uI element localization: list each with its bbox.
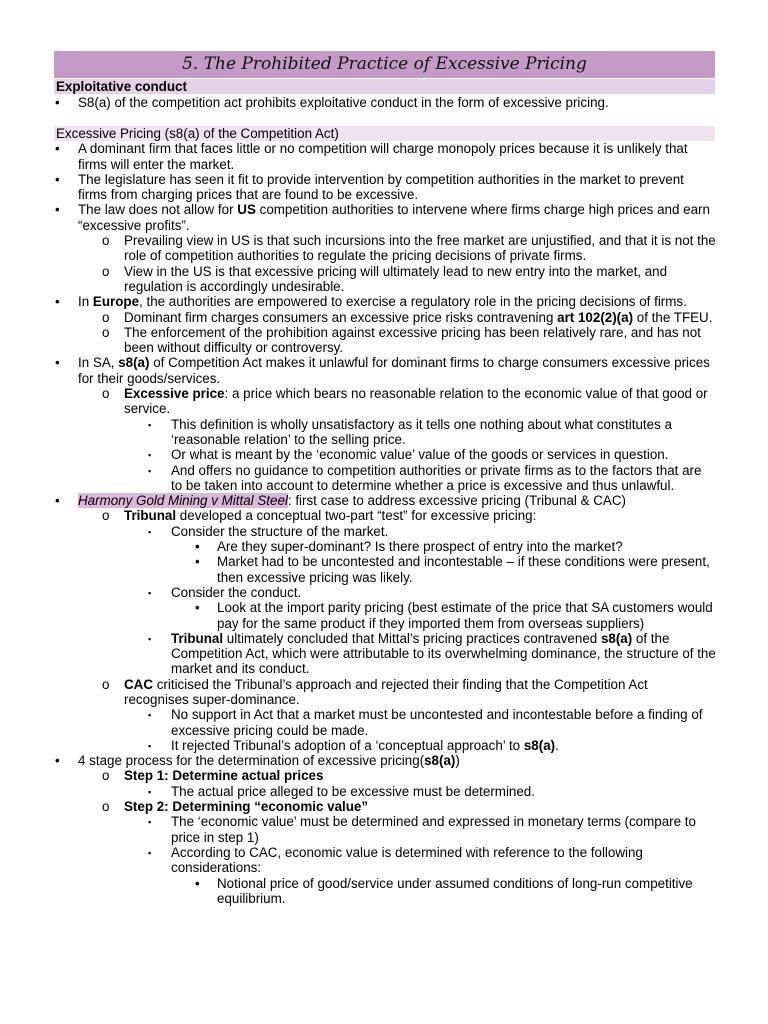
list-item: • The legislature has seen it fit to provide intervention by competition authorities in the market to prevent firms from charging prices that are found to be excessive. [55,171,684,203]
square-bullet-icon: ▪ [148,786,152,797]
list-item: ▪ It rejected Tribunal’s adoption of a ‘conceptual approach’ to s8(a). [148,737,559,753]
list-item: • In Europe, the authorities are empowered to exercise a regulatory role in the pricing decisions of firms. [55,294,687,310]
square-bullet-icon: ▪ [148,587,152,598]
list-item: ▪ And offers no guidance to competition authorities or private firms as to the factors that are to be taken into account to determine whether a price is excessive and thus unlawful. [148,462,702,493]
circle-bullet-icon: o [102,676,110,692]
list-item: • 4 stage process for the determination of excessive pricing(s8(a)) [55,753,460,769]
disc-bullet-icon: • [55,95,60,110]
disc-bullet-icon: • [55,202,60,218]
list-item: • Notional price of good/service under assumed conditions of long-run competitive equilibrium. [195,875,693,906]
disc-bullet-icon: • [55,141,60,157]
list-item: ▪ This definition is wholly unsatisfactory as it tells one nothing about what constitutes a ‘reasonable relation’ to the selling price. [148,416,672,447]
list-item: • Look at the import parity pricing (best estimate of the price that SA customers would pay for the same product if they imported them from overseas suppliers) [195,600,713,631]
circle-bullet-icon: o [102,508,110,524]
circle-bullet-icon: o [102,799,110,815]
square-bullet-icon: ▪ [148,465,152,476]
list-item: ▪ No support in Act that a market must be uncontested and incontestable before a finding of excessive pricing could be made. [148,707,703,738]
disc-bullet-icon: • [55,171,60,187]
disc-bullet-icon: • [55,493,60,509]
list-item: o Dominant firm charges consumers an excessive price risks contravening art 102(2)(a) of the TFEU. [102,309,713,325]
section-spacer [0,110,768,141]
list-item: o Step 2: Determining “economic value” [102,799,369,815]
circle-bullet-icon: o [102,263,110,279]
list-item: • The law does not allow for US competition authorities to intervene where firms charge high prices and earn “excessive profits”. [55,202,710,233]
disc-bullet-icon: • [55,753,60,769]
list-item: • Harmony Gold Mining v Mittal Steel: first case to address excessive pricing (Tribunal & CAC) [55,493,626,509]
list-item: ▪ The ‘economic value’ must be determined and expressed in monetary terms (compare to price in step 1) [148,814,696,845]
disc-bullet-icon: • [55,294,60,310]
list-item: ▪ Tribunal ultimately concluded that Mittal’s pricing practices contravened s8(a) of the Competition Act, which were attributable to its overwhelming dominance, the structure of the market and its conduct. [148,630,716,677]
list-item: • A dominant firm that faces little or no competition will charge monopoly prices because it is unlikely that firms will enter the market. [55,141,688,172]
disc-bullet-icon: • [195,554,200,570]
square-bullet-icon: ▪ [148,526,152,537]
square-bullet-icon: ▪ [148,419,152,430]
section-heading-excessive-pricing: Excessive Pricing (s8(a) of the Competition Act) [54,126,715,141]
square-bullet-icon: ▪ [148,817,152,828]
disc-bullet-icon: • [195,539,200,555]
list-item: ▪ According to CAC, economic value is determined with reference to the following considerations: [148,844,643,876]
list-item: ▪ Consider the structure of the market. [148,523,389,539]
list-item: o View in the US is that excessive pricing will ultimately lead to new entry into the market, and regulation is accordingly undesirable. [102,263,668,294]
square-bullet-icon: ▪ [148,710,152,721]
section-heading-exploitative-conduct: Exploitative conduct [54,79,715,94]
list-item: • In SA, s8(a) of Competition Act makes it unlawful for dominant firms to charge consumers excessive prices for their goods/services. [55,355,710,386]
circle-bullet-icon: o [102,768,110,784]
list-item: • Market had to be uncontested and incontestable – if these conditions were present, then excessive pricing was likely. [195,554,710,585]
list-item: • Are they super-dominant? Is there prospect of entry into the market? [195,539,623,555]
list-item: o CAC criticised the Tribunal’s approach and rejected their finding that the Competition Act recognises super-dominance. [102,676,648,707]
list-item: • S8(a) of the competition act prohibits exploitative conduct in the form of excessive pricing. [55,95,609,110]
square-bullet-icon: ▪ [148,633,152,644]
disc-bullet-icon: • [55,355,60,371]
disc-bullet-icon: • [195,600,200,616]
list-item: ▪ Or what is meant by the ‘economic value’ value of the goods or services in question. [148,447,669,463]
circle-bullet-icon: o [102,386,110,402]
square-bullet-icon: ▪ [148,740,152,751]
document-body [0,95,768,906]
highlighted-case-name: Harmony Gold Mining v Mittal Steel [78,493,288,509]
list-item: o Step 1: Determine actual prices [102,768,324,784]
disc-bullet-icon: • [195,875,200,891]
square-bullet-icon: ▪ [148,450,152,461]
list-item: o Prevailing view in US is that such incursions into the free market are unjustified, and that it is not the role of competition authorities to regulate the pricing decisions of private firms. [102,233,716,264]
square-bullet-icon: ▪ [148,847,152,858]
list-item: o Tribunal developed a conceptual two-part “test” for excessive pricing: [102,508,537,524]
page-title: 5. The Prohibited Practice of Excessive Pricing [54,51,715,78]
list-item: ▪ The actual price alleged to be excessive must be determined. [148,783,535,799]
list-item: o Excessive price: a price which bears no reasonable relation to the economic value of that good or service. [102,386,708,417]
circle-bullet-icon: o [102,233,110,249]
list-item: o The enforcement of the prohibition against excessive pricing has been relatively rare, and has not been without difficulty or controversy. [102,324,701,356]
circle-bullet-icon: o [102,309,110,325]
circle-bullet-icon: o [102,324,110,340]
list-item: ▪ Consider the conduct. [148,584,302,600]
